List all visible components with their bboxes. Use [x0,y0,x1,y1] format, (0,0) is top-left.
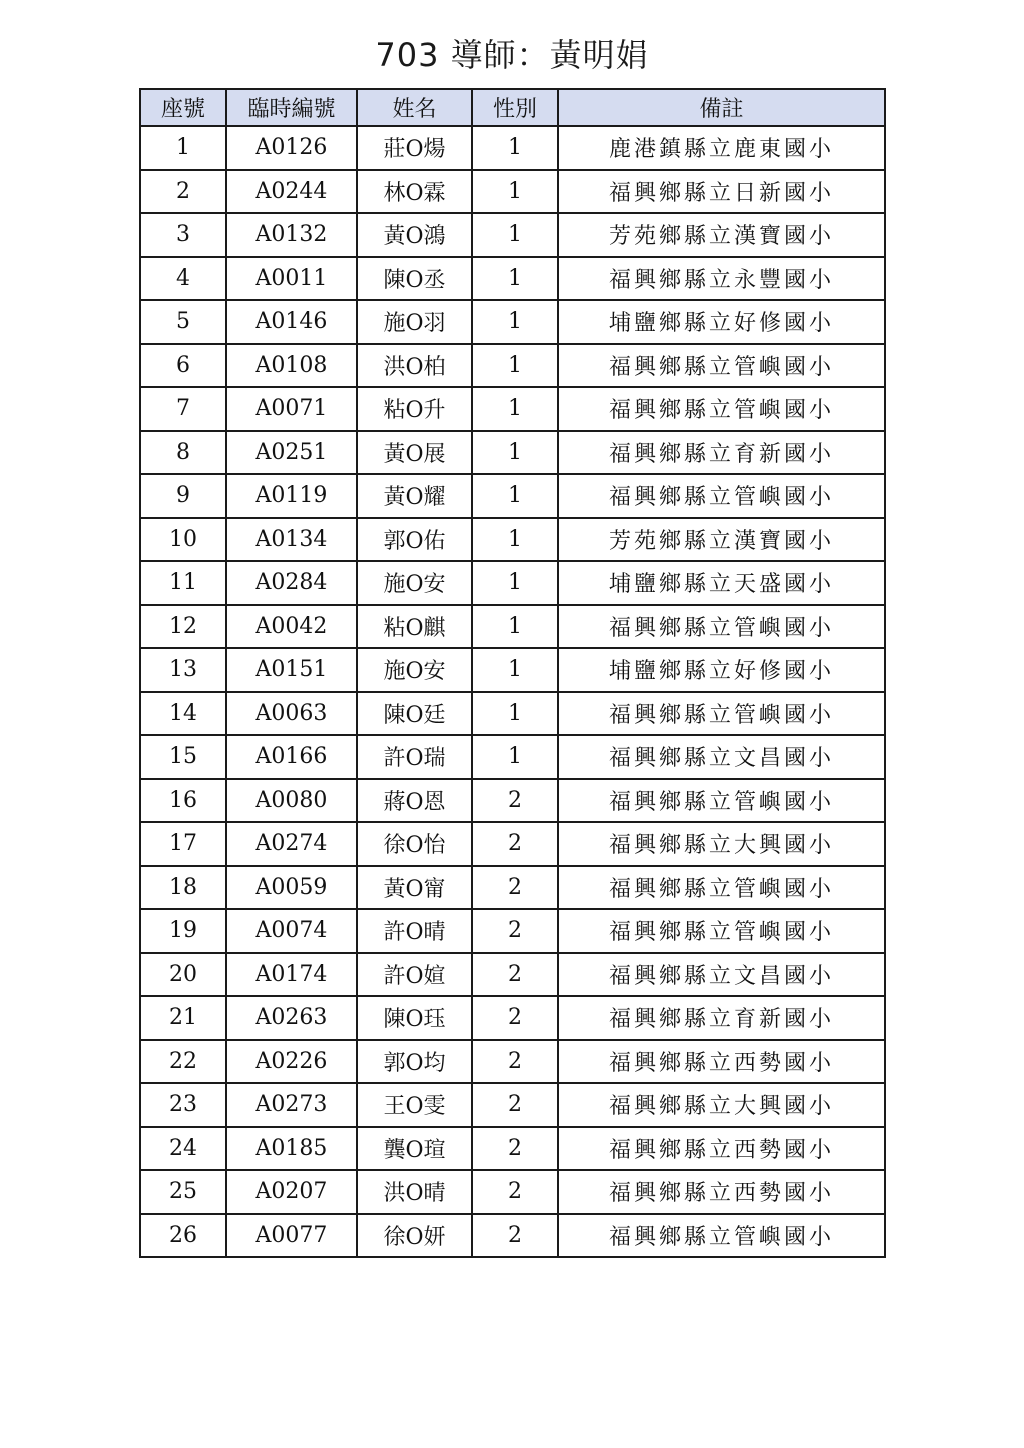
name-cell: 林O霖 [357,170,472,214]
table-row [140,605,885,649]
temp-id-cell: A0063 [226,692,357,736]
seat-cell: 21 [140,996,226,1040]
seat-cell: 19 [140,909,226,953]
seat-cell: 3 [140,213,226,257]
table-row [140,518,885,562]
gender-cell: 2 [472,822,558,866]
remark-cell: 福興鄉縣立管嶼國小 [558,692,885,736]
table-row [140,1040,885,1084]
gender-cell: 1 [472,648,558,692]
seat-cell: 10 [140,518,226,562]
name-cell: 黃O甯 [357,866,472,910]
column-header-remark: 備註 [558,89,885,126]
remark-cell: 福興鄉縣立永豐國小 [558,257,885,301]
remark-cell: 芳苑鄉縣立漢寶國小 [558,518,885,562]
seat-cell: 7 [140,387,226,431]
seat-cell: 26 [140,1214,226,1258]
table-row [140,779,885,823]
temp-id-cell: A0207 [226,1170,357,1214]
gender-cell: 1 [472,213,558,257]
gender-cell: 1 [472,344,558,388]
gender-cell: 1 [472,431,558,475]
remark-cell: 福興鄉縣立大興國小 [558,822,885,866]
table-row [140,213,885,257]
gender-cell: 2 [472,1083,558,1127]
seat-cell: 12 [140,605,226,649]
name-cell: 龔O瑄 [357,1127,472,1171]
seat-cell: 13 [140,648,226,692]
name-cell: 許O瑞 [357,735,472,779]
seat-cell: 8 [140,431,226,475]
gender-cell: 1 [472,735,558,779]
table-row [140,648,885,692]
seat-cell: 9 [140,474,226,518]
table-row [140,735,885,779]
name-cell: 蔣O恩 [357,779,472,823]
seat-cell: 1 [140,126,226,170]
table-body [140,126,885,1257]
table-row [140,387,885,431]
temp-id-cell: A0042 [226,605,357,649]
gender-cell: 2 [472,1214,558,1258]
table-header-row [140,89,885,126]
temp-id-cell: A0263 [226,996,357,1040]
name-cell: 施O羽 [357,300,472,344]
remark-cell: 福興鄉縣立西勢國小 [558,1040,885,1084]
temp-id-cell: A0146 [226,300,357,344]
remark-cell: 埔鹽鄉縣立好修國小 [558,300,885,344]
name-cell: 王O雯 [357,1083,472,1127]
remark-cell: 埔鹽鄉縣立好修國小 [558,648,885,692]
remark-cell: 福興鄉縣立育新國小 [558,996,885,1040]
name-cell: 粘O升 [357,387,472,431]
remark-cell: 福興鄉縣立管嶼國小 [558,779,885,823]
table-row [140,300,885,344]
gender-cell: 1 [472,692,558,736]
seat-cell: 11 [140,561,226,605]
name-cell: 黃O耀 [357,474,472,518]
gender-cell: 2 [472,1127,558,1171]
seat-cell: 6 [140,344,226,388]
table-row [140,257,885,301]
temp-id-cell: A0126 [226,126,357,170]
table-row [140,474,885,518]
gender-cell: 2 [472,909,558,953]
name-cell: 陳O丞 [357,257,472,301]
temp-id-cell: A0185 [226,1127,357,1171]
name-cell: 黃O鴻 [357,213,472,257]
remark-cell: 福興鄉縣立文昌國小 [558,735,885,779]
column-header-name: 姓名 [357,89,472,126]
temp-id-cell: A0166 [226,735,357,779]
column-header-gender: 性別 [472,89,558,126]
name-cell: 黃O展 [357,431,472,475]
table-row [140,561,885,605]
remark-cell: 福興鄉縣立文昌國小 [558,953,885,997]
gender-cell: 1 [472,257,558,301]
temp-id-cell: A0011 [226,257,357,301]
name-cell: 郭O佑 [357,518,472,562]
table-row [140,344,885,388]
table-row [140,953,885,997]
remark-cell: 福興鄉縣立管嶼國小 [558,605,885,649]
temp-id-cell: A0059 [226,866,357,910]
seat-cell: 23 [140,1083,226,1127]
remark-cell: 福興鄉縣立日新國小 [558,170,885,214]
remark-cell: 福興鄉縣立育新國小 [558,431,885,475]
table-row [140,996,885,1040]
name-cell: 粘O麒 [357,605,472,649]
temp-id-cell: A0151 [226,648,357,692]
temp-id-cell: A0174 [226,953,357,997]
gender-cell: 1 [472,605,558,649]
table-header [140,89,885,126]
gender-cell: 2 [472,1170,558,1214]
table-row [140,1214,885,1258]
seat-cell: 20 [140,953,226,997]
remark-cell: 福興鄉縣立管嶼國小 [558,344,885,388]
table-row [140,909,885,953]
seat-cell: 14 [140,692,226,736]
temp-id-cell: A0251 [226,431,357,475]
student-roster-table [139,88,886,1258]
name-cell: 施O安 [357,561,472,605]
temp-id-cell: A0284 [226,561,357,605]
gender-cell: 1 [472,561,558,605]
seat-cell: 2 [140,170,226,214]
temp-id-cell: A0080 [226,779,357,823]
seat-cell: 17 [140,822,226,866]
remark-cell: 福興鄉縣立西勢國小 [558,1170,885,1214]
table-row [140,1170,885,1214]
seat-cell: 18 [140,866,226,910]
gender-cell: 2 [472,779,558,823]
column-header-seat: 座號 [140,89,226,126]
table-row [140,866,885,910]
gender-cell: 2 [472,866,558,910]
name-cell: 陳O珏 [357,996,472,1040]
name-cell: 許O媗 [357,953,472,997]
name-cell: 莊O煬 [357,126,472,170]
table-row [140,431,885,475]
name-cell: 洪O晴 [357,1170,472,1214]
seat-cell: 5 [140,300,226,344]
gender-cell: 1 [472,300,558,344]
temp-id-cell: A0134 [226,518,357,562]
seat-cell: 4 [140,257,226,301]
table-row [140,170,885,214]
gender-cell: 1 [472,387,558,431]
remark-cell: 埔鹽鄉縣立天盛國小 [558,561,885,605]
seat-cell: 22 [140,1040,226,1084]
temp-id-cell: A0074 [226,909,357,953]
gender-cell: 1 [472,126,558,170]
gender-cell: 2 [472,1040,558,1084]
remark-cell: 福興鄉縣立管嶼國小 [558,866,885,910]
temp-id-cell: A0119 [226,474,357,518]
gender-cell: 1 [472,170,558,214]
remark-cell: 福興鄉縣立管嶼國小 [558,909,885,953]
seat-cell: 25 [140,1170,226,1214]
gender-cell: 1 [472,518,558,562]
table-row [140,1083,885,1127]
name-cell: 施O安 [357,648,472,692]
temp-id-cell: A0077 [226,1214,357,1258]
name-cell: 洪O柏 [357,344,472,388]
temp-id-cell: A0132 [226,213,357,257]
table-row [140,126,885,170]
temp-id-cell: A0071 [226,387,357,431]
temp-id-cell: A0226 [226,1040,357,1084]
table-row [140,692,885,736]
gender-cell: 2 [472,996,558,1040]
temp-id-cell: A0273 [226,1083,357,1127]
remark-cell: 福興鄉縣立管嶼國小 [558,474,885,518]
temp-id-cell: A0244 [226,170,357,214]
column-header-temp-id: 臨時編號 [226,89,357,126]
name-cell: 徐O怡 [357,822,472,866]
gender-cell: 2 [472,953,558,997]
name-cell: 許O晴 [357,909,472,953]
name-cell: 陳O廷 [357,692,472,736]
seat-cell: 16 [140,779,226,823]
gender-cell: 1 [472,474,558,518]
remark-cell: 福興鄉縣立管嶼國小 [558,387,885,431]
remark-cell: 鹿港鎮縣立鹿東國小 [558,126,885,170]
table-row [140,822,885,866]
remark-cell: 福興鄉縣立管嶼國小 [558,1214,885,1258]
name-cell: 郭O均 [357,1040,472,1084]
remark-cell: 芳苑鄉縣立漢寶國小 [558,213,885,257]
temp-id-cell: A0108 [226,344,357,388]
seat-cell: 24 [140,1127,226,1171]
remark-cell: 福興鄉縣立大興國小 [558,1083,885,1127]
table-row [140,1127,885,1171]
temp-id-cell: A0274 [226,822,357,866]
name-cell: 徐O妍 [357,1214,472,1258]
page-title: 703 導師：黃明娟 [375,36,649,74]
seat-cell: 15 [140,735,226,779]
remark-cell: 福興鄉縣立西勢國小 [558,1127,885,1171]
